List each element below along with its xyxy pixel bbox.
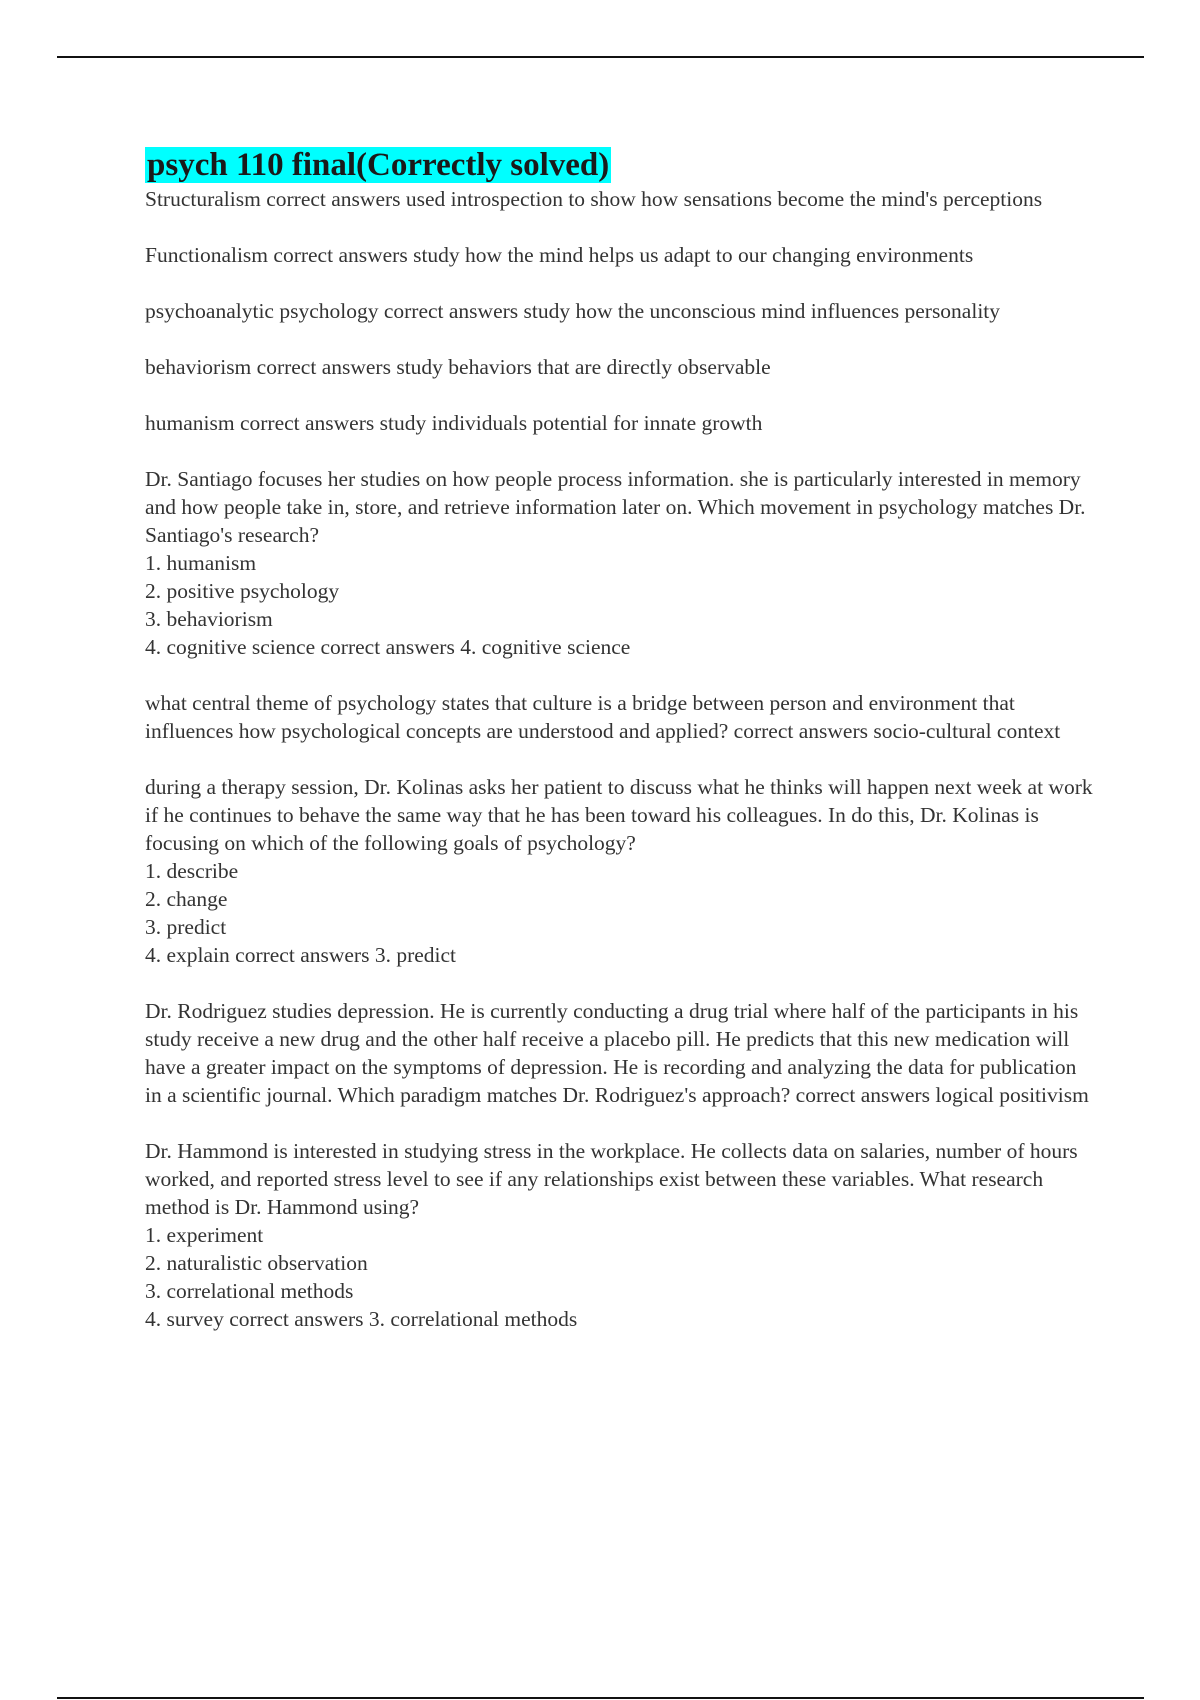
entry-kolinas-question	[145, 773, 1095, 969]
option-3: 3. correlational methods	[145, 1279, 354, 1303]
entry-structuralism	[145, 185, 1095, 213]
option-2: 2. naturalistic observation	[145, 1251, 368, 1275]
question-text: Dr. Santiago focuses her studies on how people process information. she is particularly interested in memory and how people take in, store, and retrieve information later on. Which movement in psychology matches Dr. Santiago's research?	[145, 467, 1086, 547]
bottom-rule	[57, 1697, 1144, 1699]
entry-behaviorism	[145, 353, 1095, 381]
option-3: 3. predict	[145, 915, 227, 939]
entry-humanism	[145, 409, 1095, 437]
entry-text: Structuralism correct answers used introspection to show how sensations become the mind's perceptions	[145, 187, 1043, 211]
question-text: Dr. Hammond is interested in studying stress in the workplace. He collects data on salaries, number of hours worked, and reported stress level to see if any relationships exist between these variables. What research method is Dr. Hammond using?	[145, 1139, 1078, 1219]
entry-text: Dr. Rodriguez studies depression. He is currently conducting a drug trial where half of the participants in his study receive a new drug and the other half receive a placebo pill. He predicts that this new medication will have a greater impact on the symptoms of depression. He is recording and analyzing the data for publication in a scientific journal. Which paradigm matches Dr. Rodriguez's approach? correct answers logical positivism	[145, 999, 1089, 1107]
document-title	[145, 145, 1095, 185]
question-text: during a therapy session, Dr. Kolinas asks her patient to discuss what he thinks will happen next week at work if he continues to behave the same way that he has been toward his colleagues. In do this, Dr. Kolinas is focusing on which of the following goals of psychology?	[145, 775, 1093, 855]
entry-text: what central theme of psychology states that culture is a bridge between person and environment that influences how psychological concepts are understood and applied? correct answers socio-cultural context	[145, 691, 1061, 743]
option-3: 3. behaviorism	[145, 607, 273, 631]
option-4-answer: 4. survey correct answers 3. correlational methods	[145, 1307, 578, 1331]
option-1: 1. experiment	[145, 1223, 264, 1247]
option-1: 1. humanism	[145, 551, 257, 575]
option-2: 2. change	[145, 887, 228, 911]
entry-text: Functionalism correct answers study how the mind helps us adapt to our changing environments	[145, 243, 974, 267]
option-4-answer: 4. cognitive science correct answers 4. cognitive science	[145, 635, 631, 659]
option-1: 1. describe	[145, 859, 239, 883]
title-highlight: psych 110 final(Correctly solved)	[147, 147, 610, 183]
entry-text: behaviorism correct answers study behaviors that are directly observable	[145, 355, 771, 379]
document-body	[145, 145, 1095, 1361]
top-rule	[57, 56, 1144, 58]
option-2: 2. positive psychology	[145, 579, 340, 603]
option-4-answer: 4. explain correct answers 3. predict	[145, 943, 457, 967]
entry-hammond-question	[145, 1137, 1095, 1333]
entry-rodriguez-question	[145, 997, 1095, 1109]
entry-functionalism	[145, 241, 1095, 269]
entry-central-theme	[145, 689, 1095, 745]
entry-text: psychoanalytic psychology correct answers study how the unconscious mind influences personality	[145, 299, 1001, 323]
entry-santiago-question	[145, 465, 1095, 661]
entry-psychoanalytic	[145, 297, 1095, 325]
entry-text: humanism correct answers study individuals potential for innate growth	[145, 411, 763, 435]
